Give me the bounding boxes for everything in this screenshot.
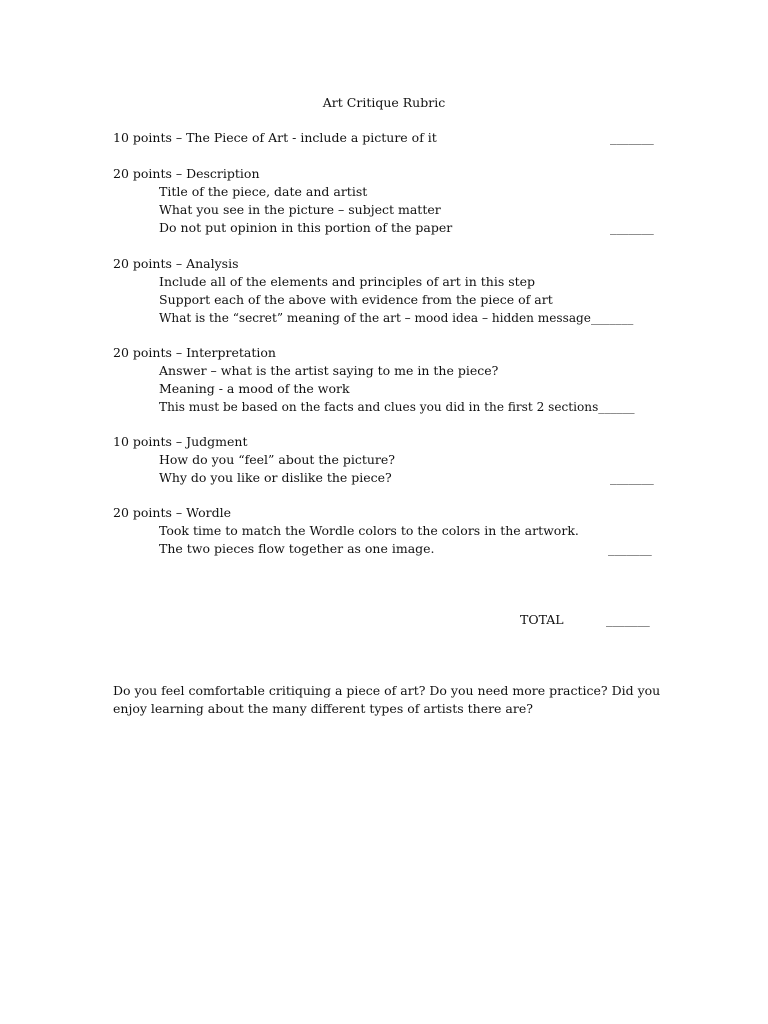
judgment-item: Why do you like or dislike the piece? [159,470,392,485]
interpretation-item: Meaning - a mood of the work [159,381,350,396]
section-heading-piece-of-art: 10 points – The Piece of Art - include a picture of it [113,130,437,145]
score-blank-wordle: _______ [608,541,652,556]
description-item: Title of the piece, date and artist [159,184,368,199]
judgment-item: How do you “feel” about the picture? [159,452,396,467]
page-title: Art Critique Rubric [322,95,446,110]
total-label: TOTAL [520,612,564,627]
score-blank-piece-of-art: _______ [610,130,654,145]
total-score-blank: _______ [606,612,650,627]
wordle-item: Took time to match the Wordle colors to the colors in the artwork. [159,523,579,538]
analysis-item: What is the “secret” meaning of the art – mood idea – hidden message_______ [159,311,634,325]
interpretation-item: Answer – what is the artist saying to me in the piece? [159,363,499,378]
section-heading-description: 20 points – Description [113,166,260,181]
description-item: What you see in the picture – subject matter [159,202,441,217]
analysis-item: Support each of the above with evidence from the piece of art [159,292,553,307]
score-blank-judgment: _______ [610,470,654,485]
section-heading-interpretation: 20 points – Interpretation [113,345,276,360]
analysis-item: Include all of the elements and principles of art in this step [159,274,536,289]
section-heading-judgment: 10 points – Judgment [113,434,248,449]
description-item: Do not put opinion in this portion of the paper [159,220,453,235]
section-heading-analysis: 20 points – Analysis [113,256,239,271]
wordle-item: The two pieces flow together as one image. [159,541,435,556]
interpretation-item: This must be based on the facts and clues you did in the first 2 sections______ [159,400,635,414]
section-heading-wordle: 20 points – Wordle [113,505,231,520]
score-blank-description: _______ [610,220,654,235]
reflection-question: Do you feel comfortable critiquing a piece of art? Do you need more practice? Did you enjoy learning about the many different types of artists there are? [113,683,661,716]
